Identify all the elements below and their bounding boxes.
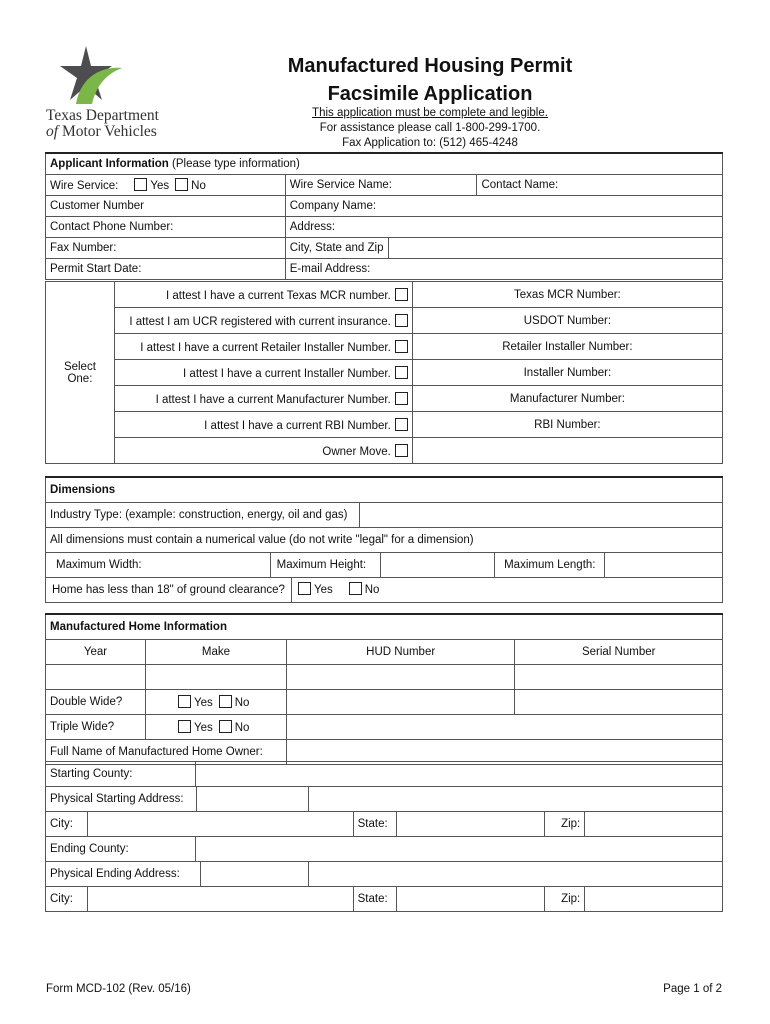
attest-row: I attest I have a current Retailer Installer Number. (114, 334, 412, 360)
physical-end-label: Physical Ending Address: (46, 862, 309, 887)
attest-ucr-checkbox[interactable] (395, 314, 408, 327)
wire-yes-checkbox[interactable] (134, 178, 147, 191)
fax-number-field[interactable]: Fax Number: (46, 238, 286, 259)
double-wide-label: Double Wide? (46, 690, 146, 715)
owner-move-checkbox[interactable] (395, 444, 408, 457)
dimensions-note: All dimensions must contain a numerical value (do not write "legal" for a dimension) (46, 528, 723, 553)
wire-no-checkbox[interactable] (175, 178, 188, 191)
attest-row: I attest I am UCR registered with current insurance. (114, 308, 412, 334)
physical-end-input[interactable] (308, 862, 722, 887)
col-serial-number: Serial Number (515, 640, 723, 665)
attest-row: I attest I have a current Manufacturer Number. (114, 386, 412, 412)
wire-service-name-field[interactable]: Wire Service Name: (285, 175, 477, 196)
double-wide-blank-2 (515, 690, 723, 715)
manufacturer-number-field[interactable]: Manufacturer Number: (412, 386, 722, 412)
select-one-label: Select One: (46, 282, 115, 464)
applicant-table (45, 152, 723, 280)
attest-table (45, 281, 723, 464)
dept-line-2-of: of (46, 123, 59, 140)
owner-move-blank (412, 438, 722, 464)
end-zip-input[interactable] (585, 887, 723, 912)
double-wide-yes-checkbox[interactable] (178, 695, 191, 708)
dimensions-table (45, 476, 723, 603)
page-number: Page 1 of 2 (663, 983, 722, 995)
max-length-input[interactable] (605, 553, 723, 578)
triple-wide-yes-checkbox[interactable] (178, 720, 191, 733)
installer-number-field[interactable]: Installer Number: (412, 360, 722, 386)
star-logo-icon (46, 44, 126, 108)
attest-row: Owner Move. (114, 438, 412, 464)
col-hud-number: HUD Number (286, 640, 514, 665)
instructions (230, 106, 630, 151)
start-state-cell[interactable]: State: (353, 812, 545, 837)
double-wide-no-checkbox[interactable] (219, 695, 232, 708)
start-zip-label: Zip: (545, 812, 585, 837)
retailer-installer-number-field[interactable]: Retailer Installer Number: (412, 334, 722, 360)
attest-installer-checkbox[interactable] (395, 366, 408, 379)
double-wide-blank (286, 690, 514, 715)
location-table (45, 761, 723, 912)
triple-wide-no-checkbox[interactable] (219, 720, 232, 733)
start-city-label: City: (46, 812, 88, 837)
start-zip-input[interactable] (585, 812, 723, 837)
contact-name-field[interactable]: Contact Name: (477, 175, 723, 196)
clearance-yes-checkbox[interactable] (298, 582, 311, 595)
fax-note: Fax Application to: (512) 465-4248 (342, 137, 518, 149)
serial-number-input[interactable] (515, 665, 723, 690)
attest-row: I attest I have a current Texas MCR number. (114, 282, 412, 308)
city-state-zip-field[interactable]: City, State and Zip (285, 238, 722, 259)
title-line-2: Facsimile Application (327, 83, 533, 105)
email-field[interactable]: E-mail Address: (285, 259, 722, 280)
wire-service-cell: Wire Service: Yes No (46, 175, 286, 196)
industry-type-field[interactable]: Industry Type: (example: construction, energy, oil and gas) (46, 503, 723, 528)
triple-wide-options: Yes No (145, 715, 286, 740)
address-field[interactable]: Address: (285, 217, 722, 238)
company-name-field[interactable]: Company Name: (285, 196, 722, 217)
customer-number-field[interactable]: Customer Number (46, 196, 286, 217)
end-zip-label: Zip: (545, 887, 585, 912)
end-city-input[interactable] (87, 887, 353, 912)
max-height-input[interactable] (380, 553, 495, 578)
attest-retailer-checkbox[interactable] (395, 340, 408, 353)
texas-mcr-number-field[interactable]: Texas MCR Number: (412, 282, 722, 308)
end-city-label: City: (46, 887, 88, 912)
attest-mcr-checkbox[interactable] (395, 288, 408, 301)
max-height-label: Maximum Height: (270, 553, 380, 578)
department-name (46, 108, 159, 140)
applicant-heading: Applicant Information (Please type information) (46, 153, 723, 175)
home-table (45, 613, 723, 765)
owner-name-label: Full Name of Manufactured Home Owner: (46, 740, 287, 765)
title-line-1: Manufactured Housing Permit (287, 55, 573, 77)
col-make: Make (145, 640, 286, 665)
attest-manufacturer-checkbox[interactable] (395, 392, 408, 405)
triple-wide-blank (286, 715, 722, 740)
attest-row: I attest I have a current Installer Number. (114, 360, 412, 386)
max-width-label: Maximum Width: (46, 553, 271, 578)
attest-rbi-checkbox[interactable] (395, 418, 408, 431)
contact-phone-field[interactable]: Contact Phone Number: (46, 217, 286, 238)
start-city-input[interactable] (87, 812, 353, 837)
usdot-number-field[interactable]: USDOT Number: (412, 308, 722, 334)
make-input[interactable] (145, 665, 286, 690)
txdmv-logo (46, 44, 186, 108)
clearance-no-checkbox[interactable] (349, 582, 362, 595)
physical-start-input[interactable] (308, 787, 722, 812)
page-title (230, 52, 630, 108)
dept-line-1: Texas Department (46, 107, 159, 124)
legibility-note: This application must be complete and legible. (312, 107, 548, 119)
rbi-number-field[interactable]: RBI Number: (412, 412, 722, 438)
max-length-label: Maximum Length: (495, 553, 605, 578)
col-year: Year (46, 640, 146, 665)
assistance-note: For assistance please call 1-800-299-1700. (319, 122, 541, 134)
home-heading: Manufactured Home Information (46, 614, 723, 640)
double-wide-options: Yes No (145, 690, 286, 715)
hud-number-input[interactable] (286, 665, 514, 690)
triple-wide-label: Triple Wide? (46, 715, 146, 740)
ending-county-input[interactable] (195, 837, 722, 862)
physical-start-label: Physical Starting Address: (46, 787, 309, 812)
permit-start-date-field[interactable]: Permit Start Date: (46, 259, 286, 280)
form-number: Form MCD-102 (Rev. 05/16) (46, 983, 191, 995)
clearance-row: Home has less than 18" of ground clearance? Yes No (46, 578, 723, 603)
end-state-cell[interactable]: State: (353, 887, 545, 912)
dept-line-2: Motor Vehicles (61, 123, 157, 140)
attest-row: I attest I have a current RBI Number. (114, 412, 412, 438)
dimensions-heading: Dimensions (46, 477, 723, 503)
starting-county-input[interactable] (195, 762, 722, 787)
ending-county-label: Ending County: (46, 837, 196, 862)
year-input[interactable] (46, 665, 146, 690)
starting-county-label: Starting County: (46, 762, 196, 787)
